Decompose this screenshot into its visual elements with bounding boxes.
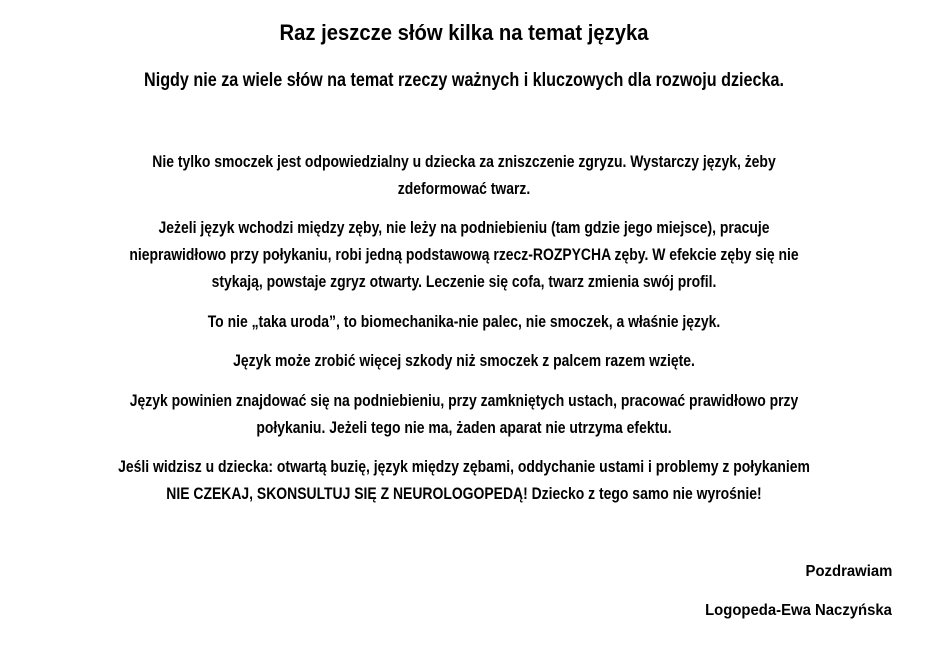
paragraph-line: To nie „taka uroda”, to biomechanika-nie palec, nie smoczek, a właśnie język. — [207, 312, 721, 331]
signature-author: Logopeda-Ewa Naczyńska — [705, 602, 892, 619]
paragraph-line: stykają, powstaje zgryz otwarty. Leczenie się cofa, twarz zmienia swój profil. — [211, 272, 717, 291]
paragraph-line: zdeformować twarz. — [397, 179, 531, 198]
paragraph-line: Jeżeli język wchodzi między zęby, nie leży na podniebieniu (tam gdzie jego miejsce), pracuje — [158, 218, 770, 237]
paragraph-line: połykaniu. Jeżeli tego nie ma, żaden aparat nie utrzyma efektu. — [256, 418, 672, 437]
document-subtitle: Nigdy nie za wiele słów na temat rzeczy ważnych i kluczowych dla rozwoju dziecka. — [144, 70, 784, 91]
paragraph-line: Język powinien znajdować się na podniebieniu, przy zamkniętych ustach, pracować prawidłowo przy — [129, 391, 799, 410]
signature-greeting: Pozdrawiam — [805, 563, 892, 580]
paragraph-line: Jeśli widzisz u dziecka: otwartą buzię, język między zębami, oddychanie ustami i problemy z połykaniem — [118, 457, 810, 476]
paragraph-line: NIE CZEKAJ, SKONSULTUJ SIĘ Z NEUROLOGOPEDĄ! Dziecko z tego samo nie wyrośnie! — [166, 484, 762, 503]
paragraph-line: nieprawidłowo przy połykaniu, robi jedną podstawową rzecz-ROZPYCHA zęby. W efekcie zęby się nie — [129, 245, 799, 264]
document-title: Raz jeszcze słów kilka na temat języka — [279, 20, 649, 45]
paragraph-line: Nie tylko smoczek jest odpowiedzialny u dziecka za zniszczenie zgryzu. Wystarczy język, żeby — [152, 152, 776, 171]
paragraph-line: Język może zrobić więcej szkody niż smoczek z palcem razem wzięte. — [233, 351, 695, 370]
